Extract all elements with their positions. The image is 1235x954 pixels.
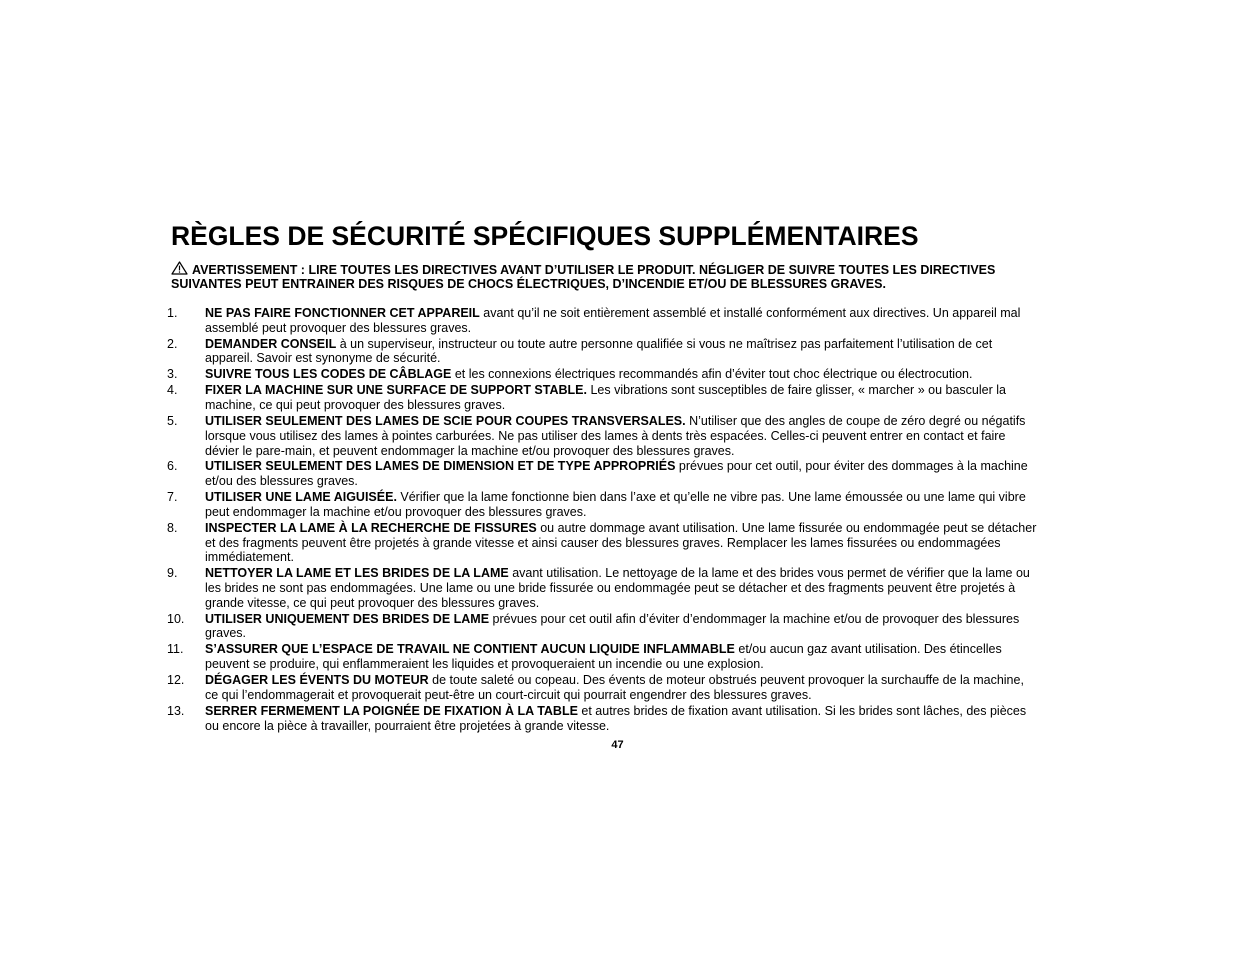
list-item-text: et les connexions électriques recommandés afin d’éviter tout choc électrique ou électrocution. <box>451 367 973 382</box>
warning-paragraph <box>171 261 1041 292</box>
list-item-number: 12. <box>167 673 185 688</box>
list-item <box>167 490 1037 520</box>
list-item-heading: FIXER LA MACHINE SUR UNE SURFACE DE SUPPORT STABLE. <box>205 383 587 398</box>
list-item-text: ou autre dommage avant utilisation. Une lame fissurée ou endommagée peut se détacher et des fragments peuvent être projetés à grande vitesse et ainsi causer des blessures graves. Remplacer les lames fissurées ou endommagées immédiatement. <box>205 520 1037 565</box>
list-item-text: avant qu’il ne soit entièrement assemblé et installé conformément aux directives. Un appareil mal assemblé peut provoquer des blessures graves. <box>205 306 1021 335</box>
list-item-heading: UTILISER SEULEMENT DES LAMES DE DIMENSION ET DE TYPE APPROPRIÉS <box>205 459 676 474</box>
list-item-number: 8. <box>167 520 178 535</box>
list-item-number: 1. <box>167 306 178 320</box>
list-item <box>167 521 1037 565</box>
list-item-heading: DEMANDER CONSEIL <box>205 336 337 351</box>
list-item-heading: SUIVRE TOUS LES CODES DE CÂBLAGE <box>205 367 452 382</box>
list-item-heading: NETTOYER LA LAME ET LES BRIDES DE LA LAME <box>205 566 509 581</box>
list-item-heading: UTILISER UNIQUEMENT DES BRIDES DE LAME <box>205 611 490 626</box>
list-item <box>167 459 1037 489</box>
list-item-number: 13. <box>167 703 185 718</box>
list-item-heading: INSPECTER LA LAME À LA RECHERCHE DE FISSURES <box>205 520 537 535</box>
list-item-heading: NE PAS FAIRE FONCTIONNER CET APPAREIL <box>205 306 480 320</box>
warning-triangle-icon <box>171 261 188 275</box>
list-item-heading: DÉGAGER LES ÉVENTS DU MOTEUR <box>205 673 429 688</box>
list-item-text: de toute saleté ou copeau. Des évents de moteur obstrués peuvent provoquer la surchauffe de la machine, ce qui l’endommagerait et provoquerait peut-être un court-circuit qui pourrait engendrer des blessures graves. <box>205 673 1024 702</box>
list-item-text: à un superviseur, instructeur ou toute autre personne qualifiée si vous ne maîtrisez pas parfaitement l’utilisation de cet appareil. Savoir est synonyme de sécurité. <box>205 336 993 366</box>
list-item-text: et/ou aucun gaz avant utilisation. Des étincelles peuvent se produire, qui enflammeraient les liquides et provoqueraient un incendie ou une explosion. <box>205 642 1002 672</box>
list-item-number: 4. <box>167 383 178 398</box>
list-item <box>167 673 1037 703</box>
list-item <box>167 306 1037 336</box>
list-item-number: 7. <box>167 490 178 505</box>
list-item <box>167 612 1037 642</box>
list-item-heading: UTILISER SEULEMENT DES LAMES DE SCIE POUR COUPES TRANSVERSALES. <box>205 414 686 428</box>
list-item-number: 2. <box>167 336 178 351</box>
list-item-text: prévues pour cet outil afin d’éviter d’endommager la machine et/ou de provoquer des blessures graves. <box>205 611 1020 641</box>
list-item-heading: S’ASSURER QUE L’ESPACE DE TRAVAIL NE CONTIENT AUCUN LIQUIDE INFLAMMABLE <box>205 642 735 657</box>
safety-rules-list <box>167 306 1037 734</box>
list-item <box>167 704 1037 734</box>
list-item-text: avant utilisation. Le nettoyage de la lame et des brides vous permet de vérifier que la lame ou les brides ne sont pas endommagées. Une lame ou une bride fissurée ou endommagée peut se détacher et des fragments peuvent être projetés à grande vitesse, ce qui peut provoquer des blessures graves. <box>205 566 1030 610</box>
list-item-number: 9. <box>167 566 178 581</box>
list-item-number: 10. <box>167 611 185 626</box>
list-item <box>167 337 1037 367</box>
list-item-text: Vérifier que la lame fonctionne bien dans l’axe et qu’elle ne vibre pas. Une lame émoussée ou une lame qui vibre peut endommager la machine et/ou provoquer des blessures graves. <box>205 490 1026 519</box>
list-item <box>167 383 1037 413</box>
list-item <box>167 566 1037 610</box>
list-item-heading: UTILISER UNE LAME AIGUISÉE. <box>205 490 397 505</box>
list-item-number: 6. <box>167 459 178 474</box>
list-item-number: 5. <box>167 414 178 428</box>
list-item-text: N’utiliser que des angles de coupe de zéro degré ou négatifs lorsque vous utilisez des lames à pointes carburées. Ne pas utiliser des lames à dents très espacées. Celles-ci peuvent entrer en contact et faire dévier le pare-main, et peuvent endommager la machine et/ou provoquer des blessures graves. <box>205 414 1026 458</box>
list-item <box>167 642 1037 672</box>
page-title: RÈGLES DE SÉCURITÉ SPÉCIFIQUES SUPPLÉMENTAIRES <box>171 221 919 251</box>
list-item-number: 11. <box>167 642 184 657</box>
list-item-text: Les vibrations sont susceptibles de faire glisser, « marcher » ou basculer la machine, ce qui peut provoquer des blessures graves. <box>205 383 1006 413</box>
list-item <box>167 367 1037 382</box>
page-number: 47 <box>611 739 624 751</box>
list-item-number: 3. <box>167 367 178 382</box>
list-item-text: prévues pour cet outil, pour éviter des dommages à la machine et/ou des blessures graves. <box>205 459 1028 489</box>
list-item <box>167 414 1037 458</box>
list-item-text: et autres brides de fixation avant utilisation. Si les brides sont lâches, des pièces ou encore la pièce à travailler, pourraient être projetées à grande vitesse. <box>205 703 1027 733</box>
list-item-heading: SERRER FERMEMENT LA POIGNÉE DE FIXATION À LA TABLE <box>205 703 578 718</box>
warning-text: AVERTISSEMENT : LIRE TOUTES LES DIRECTIVES AVANT D’UTILISER LE PRODUIT. NÉGLIGER DE SUIVRE TOUTES LES DIRECTIVES SUIVANTES PEUT ENTRAINER DES RISQUES DE CHOCS ÉLECTRIQUES, D’INCENDIE ET/OU DE BLESSURES GRAVES. <box>171 263 996 292</box>
